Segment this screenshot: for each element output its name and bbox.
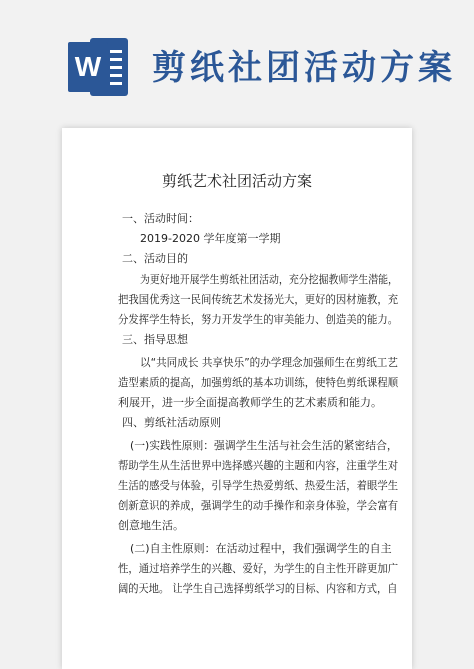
paragraph-line: 帮助学生从生活世界中选择感兴趣的主题和内容，注重学生对 <box>118 459 399 472</box>
paragraph-line: 阔的天地。 让学生自己选择剪纸学习的目标、内容和方式，自 <box>118 582 398 595</box>
section-heading: 三、指导思想 <box>122 333 188 346</box>
section-heading: 四、剪纸社活动原则 <box>122 416 221 429</box>
paragraph-line: 生活的感受与体验，引导学生热爱剪纸、热爱生活，着眼学生 <box>118 479 399 492</box>
paragraph-line: 以“共同成长 共享快乐”的办学理念加强师生在剪纸工艺 <box>140 356 398 369</box>
paragraph-line: 利展开，进一步全面提高教师学生的艺术素质和能力。 <box>118 396 382 409</box>
word-badge-letter: W <box>68 42 108 92</box>
paragraph-line: 分发挥学生特长，努力开发学生的审美能力、创造美的能力。 <box>118 313 399 326</box>
section-heading: 一、活动时间： <box>122 212 199 225</box>
word-document-icon <box>68 38 130 96</box>
header-banner <box>0 0 474 120</box>
paragraph-line: 造型素质的提高，加强剪纸的基本功训练，使特色剪纸课程顺 <box>118 376 399 389</box>
document-title: 剪纸艺术社团活动方案 <box>161 172 312 190</box>
paragraph-line: (二)自主性原则：在活动过程中，我们强调学生的自主 <box>130 542 392 555</box>
paragraph-line: (一)实践性原则：强调学生生活与社会生活的紧密结合， <box>130 439 398 452</box>
paragraph-line: 2019-2020 学年度第一学期 <box>140 232 281 245</box>
paragraph-line: 创意地生活。 <box>118 519 184 532</box>
section-heading: 二、活动目的 <box>122 252 188 265</box>
paragraph-line: 把我国优秀这一民间传统艺术发扬光大，更好的因材施教，充 <box>118 293 399 306</box>
paragraph-line: 为更好地开展学生剪纸社团活动，充分挖掘教师学生潜能， <box>140 273 398 286</box>
paragraph-line: 性，通过培养学生的兴趣、爱好，为学生的自主性开辟更加广 <box>118 562 399 575</box>
banner-title: 剪纸社团活动方案 <box>152 48 456 88</box>
document-page <box>62 128 412 669</box>
paragraph-line: 创新意识的养成，强调学生的动手操作和亲身体验，学会富有 <box>118 499 399 512</box>
